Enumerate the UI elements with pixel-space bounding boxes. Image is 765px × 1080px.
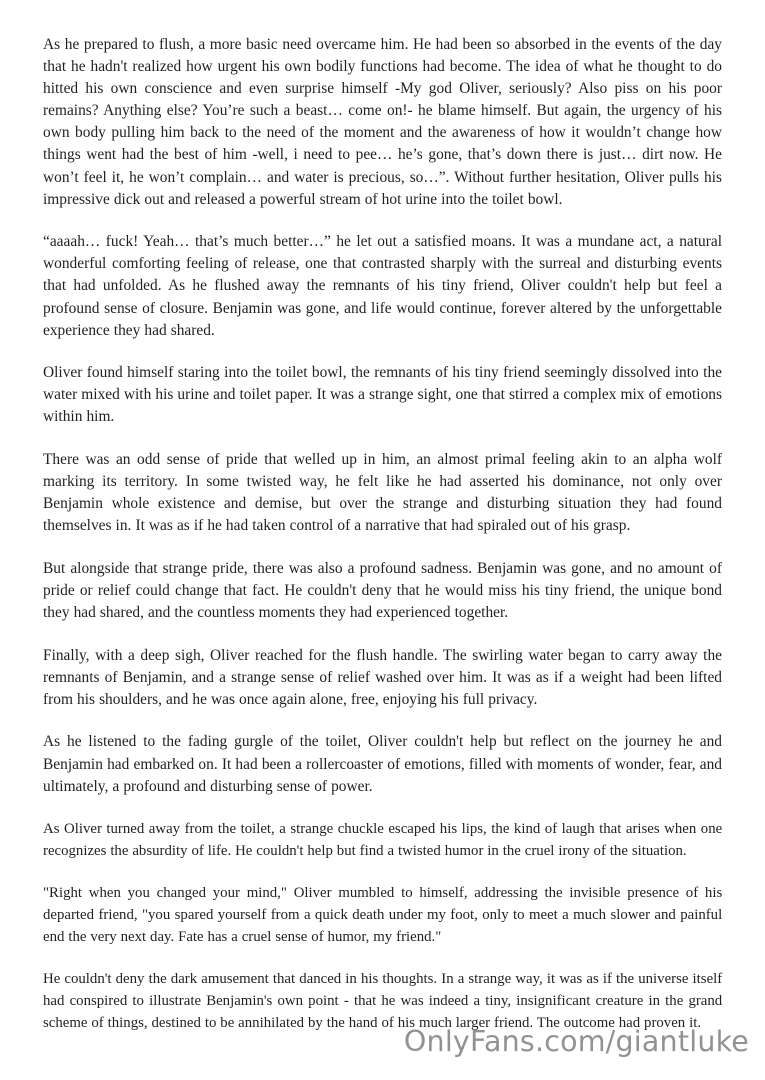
paragraph-8: As Oliver turned away from the toilet, a strange chuckle escaped his lips, the kind of laugh that arises when one recognizes the absurdity of life. He couldn't help but find a twisted humor in the cruel irony of the situation. [43, 820, 723, 860]
paragraph-1: As he prepared to flush, a more basic need overcame him. He had been so absorbed in the events of the day that he hadn't realized how urgent his own bodily functions had become. The idea of what he thought to do hitted his own conscience and even surprise himself -My god Oliver, seriously? Also piss on his poor remains? Anything else? You’re such a beast… come on!- he blame himself. But again, the urgency of his own body pulling him back to the need of the moment and the awareness of how it wouldn’t change how things went had the best of him -well, i need to pee… he’s gone, that’s down there is just… dirt now. He won’t feel it, he won’t complain… and water is precious, so…”. Without further hesitation, Oliver pulls his impressive dick out and released a powerful stream of hot urine into the toilet bowl. [43, 36, 722, 208]
story-body [43, 34, 722, 1034]
paragraph-6: Finally, with a deep sigh, Oliver reached for the flush handle. The swirling water began to carry away the remnants of Benjamin, and a strange sense of relief washed over him. It was as if a weight had been lifted from his shoulders, and he was once again alone, free, enjoying his full privacy. [43, 646, 722, 708]
paragraph-4: There was an odd sense of pride that welled up in him, an almost primal feeling akin to an alpha wolf marking its territory. In some twisted way, he felt like he had asserted his dominance, not only over Benjamin whole existence and demise, but over the strange and disturbing situation they had found themselves in. It was as if he had taken control of a narrative that had spiraled out of his grasp. [43, 451, 722, 535]
paragraph-7: As he listened to the fading gurgle of the toilet, Oliver couldn't help but reflect on the journey he and Benjamin had embarked on. It had been a rollercoaster of emotions, filled with moments of wonder, fear, and ultimately, a profound and disturbing sense of power. [43, 733, 722, 795]
paragraph-5: But alongside that strange pride, there was also a profound sadness. Benjamin was gone, and no amount of pride or relief could change that fact. He couldn't deny that he would miss his tiny friend, the unique bond they had shared, and the countless moments they had experienced together. [43, 559, 722, 622]
onlyfans-watermark: OnlyFans.com/giantluke [403, 1024, 749, 1058]
paragraph-3: Oliver found himself staring into the toilet bowl, the remnants of his tiny friend seemingly dissolved into the water mixed with his urine and toilet paper. It was a strange sight, one that stirred a complex mix of emotions within him. [43, 364, 722, 426]
paragraph-2: “aaaah… fuck! Yeah… that’s much better…” he let out a satisfied moans. It was a mundane act, a natural wonderful comforting feeling of release, one that contrasted sharply with the surreal and disturbing events that had unfolded. As he flushed away the remnants of his tiny friend, Oliver couldn't help but feel a profound sense of closure. Benjamin was gone, and life would continue, forever altered by the unforgettable experience they had shared. [43, 233, 722, 339]
watermark-container [0, 1010, 765, 1072]
paragraph-9: "Right when you changed your mind," Oliver mumbled to himself, addressing the invisible presence of his departed friend, "you spared yourself from a quick death under my foot, only to meet a much slower and painful end the very next day. Fate has a cruel sense of humor, my friend." [43, 884, 723, 945]
paragraph-10: He couldn't deny the dark amusement that danced in his thoughts. In a strange way, it was as if the universe itself had conspired to illustrate Benjamin's own point - that he was indeed a tiny, insignificant creature in the grand scheme of things, destined to be annihilated by the hand of his much larger friend. The outcome had proven it. [43, 970, 723, 1031]
